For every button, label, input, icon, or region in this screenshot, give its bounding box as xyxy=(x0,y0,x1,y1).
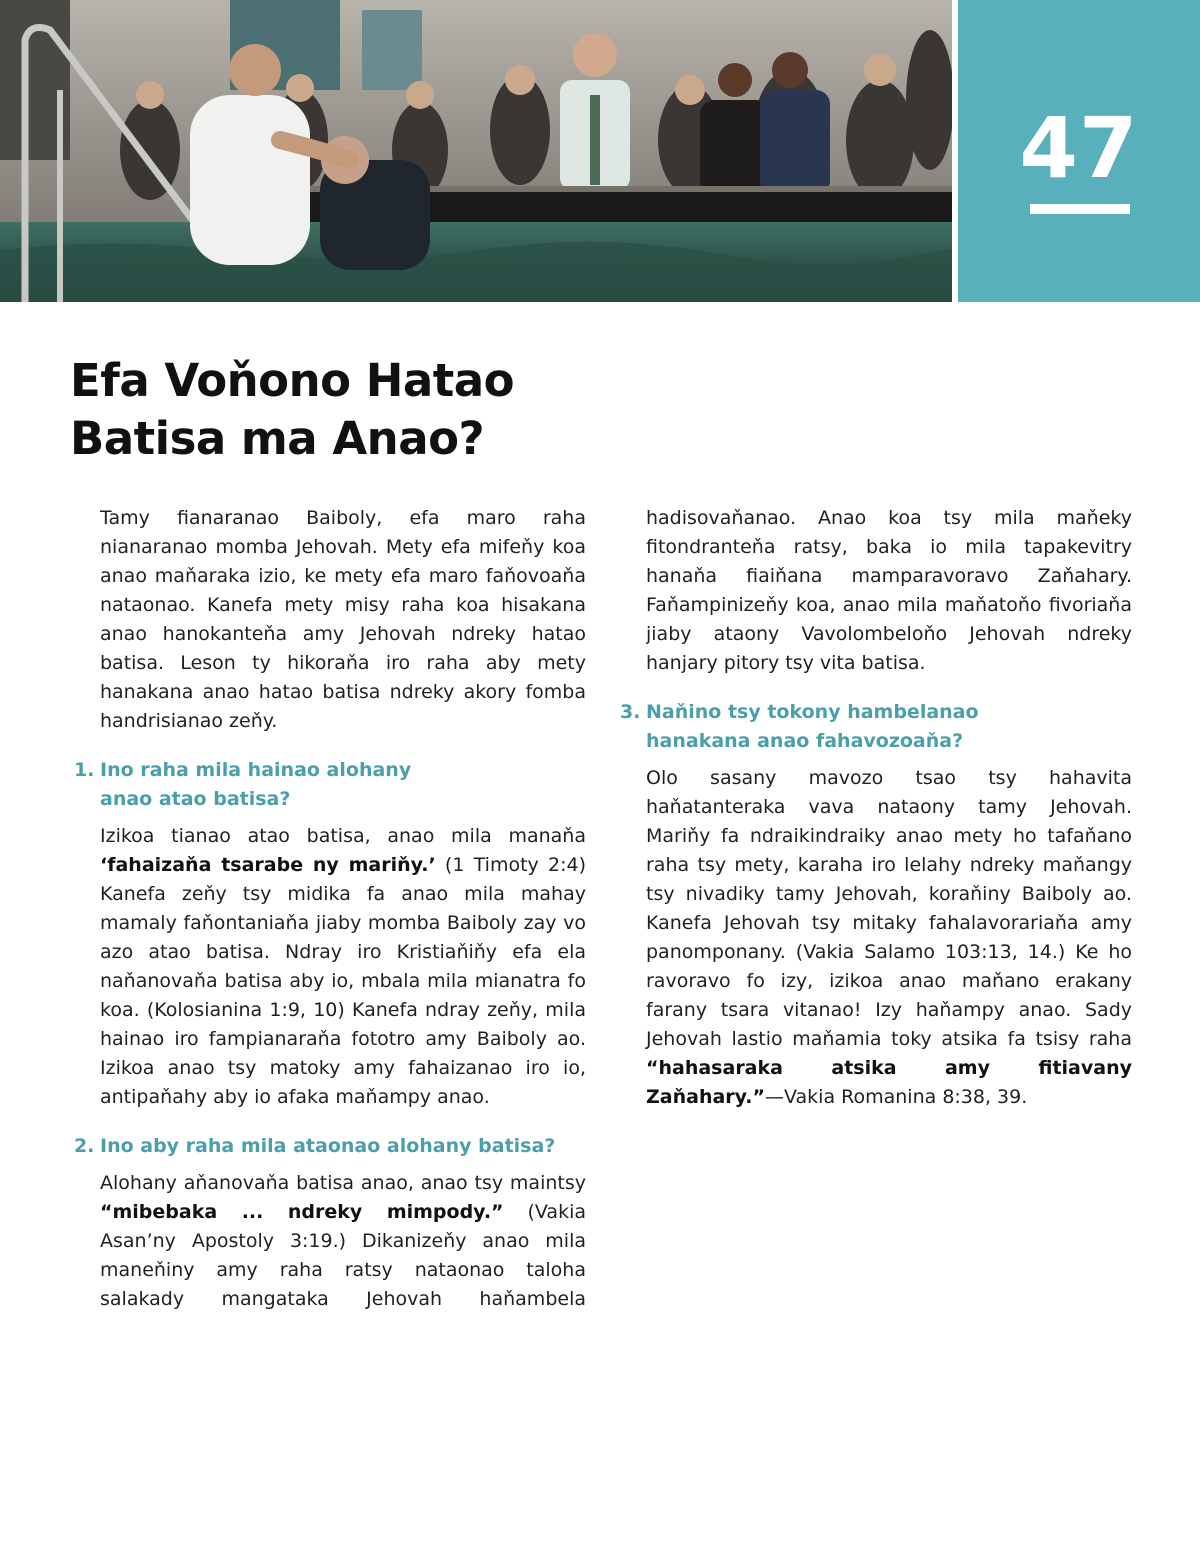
page-title xyxy=(70,352,870,468)
right-column xyxy=(620,504,1132,1132)
answer-2-text-start: Alohany aňanovaňa batisa anao, anao tsy maintsy xyxy=(100,1172,586,1194)
answer-1-highlight: ‘fahaizaňa tsarabe ny mariňy.’ xyxy=(100,854,436,876)
question-3-answer xyxy=(646,764,1132,1112)
answer-3-text-start: Olo sasany mavozo tsao tsy hahavita haňatanteraka vava nataony tamy Jehovah. Mariňy fa ndraikindraiky anao mety ho tafaňano raha tsy mety, karaha iro lelahy ndreky maňangy tsy nivadiky tamy Jehovah, koraňiny Baiboly ao. Kanefa Jehovah tsy mitaky fahalavorariaňa amy panomponany. (Vakia Salamo 103:13, 14.) Ke ho ravoravo fo izy, izikoa anao maňano erakany farany tsara vitanao! Izy haňampy anao. Sady Jehovah lastio maňamia toky atsika fa tsisy raha xyxy=(646,767,1132,1050)
title-line-2: Batisa ma Anao? xyxy=(70,412,485,465)
question-1-answer xyxy=(100,822,586,1112)
answer-2-highlight: “mibebaka ... ndreky mimpody.” xyxy=(100,1201,504,1223)
answer-1-text-start: Izikoa tianao atao batisa, anao mila manaňa xyxy=(100,825,586,847)
question-1-number: 1. xyxy=(74,759,95,781)
lesson-number-underline xyxy=(1030,204,1130,214)
question-2-text: Ino aby raha mila ataonao alohany batisa? xyxy=(100,1135,556,1157)
question-3-text: Naňino tsy tokony hambelanao hanakana anao fahavozoaňa? xyxy=(646,701,979,752)
intro-paragraph: Tamy fianaranao Baiboly, efa maro raha nianaranao momba Jehovah. Mety efa mifeňy koa anao maňaraka izio, ke mety efa maro faňovoaňa nataonao. Kanefa mety misy raha koa hisakana anao hanokanteňa amy Jehovah ndreky hatao batisa. Leson ty hikoraňa iro raha aby mety hanakana anao hatao batisa ndreky akory fomba handrisianao zeňy. xyxy=(100,507,586,732)
lesson-number: 47 xyxy=(1019,99,1139,197)
answer-1-text-end: (1 Timoty 2:4) Kanefa zeňy tsy midika fa anao mila mahay mamaly faňontaniaňa jiaby momba Baiboly zay vo azo atao batisa. Ndray iro Kristiaňiňy efa ela naňanovaňa batisa aby io, mbala mila mianatra fo koa. (Kolosianina 1:9, 10) Kanefa ndray zeňy, mila hainao iro fampianaraňa fototro amy Baiboly ao. Izikoa anao tsy matoky amy fahaizanao iro io, antipaňahy aby io afaka maňampy anao. xyxy=(100,854,586,1108)
question-3-number: 3. xyxy=(620,701,641,723)
answer-3-text-end: —Vakia Romanina 8:38, 39. xyxy=(765,1086,1028,1108)
question-1-text: Ino raha mila hainao alohany anao atao batisa? xyxy=(100,759,412,810)
question-1-heading xyxy=(74,756,586,814)
question-2-answer-continued xyxy=(646,504,1132,678)
left-column xyxy=(74,504,586,1314)
answer-3-highlight: “hahasaraka atsika amy fitiavany Zaňahary.” xyxy=(646,1057,1132,1108)
question-2-heading xyxy=(74,1132,586,1161)
question-2-number: 2. xyxy=(74,1135,95,1157)
title-line-1: Efa Voňono Hatao xyxy=(70,354,515,407)
baptism-scene-illustration xyxy=(0,0,952,302)
answer-2-continued-end: hadisovaňanao. Anao koa tsy mila maňeky fitondranteňa ratsy, baka io mila tapakevitry hanaňa fiaiňana mamparavoravo Zaňahary. Faňampinizeňy koa, anao mila maňatoňo fivoriaňa jiaby ataony Vavolombeloňo Jehovah ndreky hanjary pitory tsy vita batisa. xyxy=(646,507,1132,674)
header-photo xyxy=(0,0,952,302)
question-2-answer xyxy=(100,1169,586,1314)
question-3-heading xyxy=(620,698,1132,756)
right-column-continuation xyxy=(646,504,1132,678)
answer-2-text-end: (Vakia Asan’ny Apostoly 3:19.) Dikanizeňy anao mila maneňiny amy raha ratsy nataonao taloha salakady mangataka Jehovah haňambela xyxy=(100,1201,586,1310)
lesson-number-box xyxy=(958,0,1200,302)
